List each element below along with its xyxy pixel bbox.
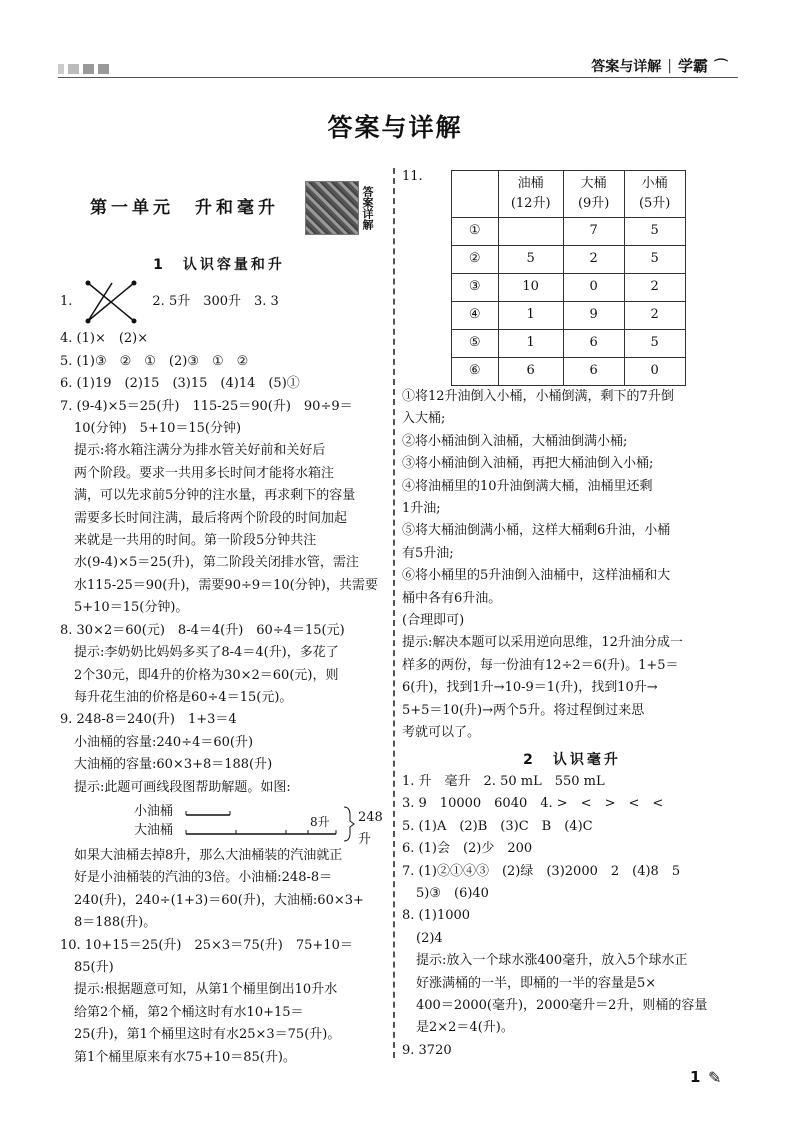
step-2: ②将小桶油倒入油桶，大桶油倒满小桶; (402, 433, 628, 449)
ml-answer-6: 6. (1)会 (2)少 200 (402, 841, 533, 857)
table-row: ④ 1 9 2 (451, 302, 685, 330)
header-decoration (58, 64, 109, 74)
page-title: 答案与详解 (327, 113, 463, 142)
unit-header (60, 166, 378, 250)
step-1: ①将12升油倒入小桶，小桶倒满，剩下的7升倒 (402, 389, 674, 404)
step-5: ⑤将大桶油倒满小桶，这样大桶剩6升油，小桶 (402, 523, 671, 539)
hint-10: 提示:根据题意可知，从第1个桶里倒出10升水 (74, 982, 338, 998)
ml-answer-7: 7. (1)②①④③ (2)绿 (3)2000 2 (4)8 5 (402, 863, 681, 879)
question-11: 11. 油桶 (12升) 大桶 (9升) 小桶 (5升) ① 7 5 ② 5 2 5 ③ 10 0 2 ④ 1 9 2 ⑤ 1 6 5 ⑥ 6 6 0 (402, 166, 742, 386)
section-title-2: 2 认识毫升 (523, 751, 621, 768)
step-4: ④将油桶里的10升油倒满大桶，油桶里还剩 (402, 478, 653, 494)
ml-answer-1: 1. 升 毫升 2. 50 mL 550 mL (402, 773, 605, 789)
answer-6: 6. (1)19 (2)15 (3)15 (4)14 (5)① (60, 376, 300, 392)
left-column: 第一单元 升和毫升 答案详解 1 认识容量和升 1. 2. 5升 300升 3. 3 4. (1)× (2)× 5. (1)③ ② ① (2)③ ① ② 6. (1)19 (2)15 (3)15 (4)14 (5)① 7. (9-4)×5＝25(升) 115-25＝90(升) 90÷9＝ 10(分钟) 5+10＝15(分钟) 提示:将水箱注满分为排水管关好前和关好后 两个阶段。要求一共用多长时间才能将水箱注 满，可以先求前5分钟的注水量，再求剩下的容量 需要多长时间注满，最后将两个阶段的时间加起 来就是一共用的时间。第一阶段5分钟共注 水(9-4)×5＝25(升)，第二阶段关闭排水管，需注 水115-25＝90(升)，需要90÷9＝10(分钟)，共需要 5+10＝15(分钟)。 8. 30×2＝60(元) 8-4＝4(升) 60÷4＝15(元) 提示:李奶奶比妈妈多买了8-4＝4(升)，多花了 2个30元，即4升的价格为30×2＝60(元)，则 每升花生油的价格是60÷4＝15(元)。 9. 248-8＝240(升) 1+3＝4 小油桶的容量:240÷4＝60(升) 大油桶的容量:60×3+8＝188(升) 提示:此题可画线段图帮助解题。如图: 小油桶 大油桶 8升 248升 如果大油桶去掉8升，那么大油桶装的汽油就正 好是小油桶装的汽油的3倍。小油桶:248-8＝ 240(升)，240÷(1+3)＝60(升)，大油桶:60×3+ 8＝188(升)。 10. 10+15＝25(升) 25×3＝75(升) 75+10＝ 85(升) 提示:根据题意可知，从第1个桶里倒出10升水 给第2个桶，第2个桶这时有水10+15＝ 25(升)，第1个桶里这时有水25×3＝75(升)。 第1个桶里原来有水75+10＝85(升)。 (60, 166, 378, 1069)
ml-answer-9: 9. 3720 (402, 1042, 452, 1058)
hint-11: 提示:解决本题可以采用逆向思维，12升油分成一 (402, 635, 683, 651)
table-header-row: 油桶 (12升) 大桶 (9升) 小桶 (5升) (451, 171, 685, 218)
answer-4: 4. (1)× (2)× (60, 331, 149, 347)
matching-lines (72, 277, 152, 327)
ml-answer-5: 5. (1)A (2)B (3)C B (4)C (402, 818, 593, 834)
ml-hint-8: 提示:放入一个球水涨400毫升，放入5个球水正 (416, 953, 688, 969)
step-3: ③将小桶油倒入油桶，再把大桶油倒入小桶; (402, 456, 654, 472)
hint-9: 提示:此题可画线段图帮助解题。如图: (74, 779, 291, 795)
note: (合理即可) (402, 613, 465, 629)
page-number: 1 (690, 1068, 701, 1086)
section-title-1: 1 认识容量和升 (153, 257, 285, 273)
table-row: ⑤ 1 6 5 (451, 330, 685, 358)
header-brand: 学霸 (677, 57, 708, 75)
hint-7: 提示:将水箱注满分为排水管关好前和关好后 (74, 443, 326, 459)
dolphin-icon: ⌒ (714, 58, 728, 75)
pencil-icon: ✎ (708, 1068, 722, 1087)
qr-caption: 答案详解 (361, 186, 374, 230)
unit-title: 第一单元 升和毫升 (90, 197, 279, 218)
question-1: 1. 2. 5升 300升 3. 3 (60, 276, 378, 328)
answer-8: 8. 30×2＝60(元) 8-4＝4(升) 60÷4＝15(元) (60, 622, 345, 638)
answer-5: 5. (1)③ ② ① (2)③ ① ② (60, 353, 249, 369)
table-row: ② 5 2 5 (451, 246, 685, 274)
oil-table (451, 170, 686, 386)
answer-9: 9. 248-8＝240(升) 1+3＝4 (60, 712, 237, 728)
right-column: 11. 油桶 (12升) 大桶 (9升) 小桶 (5升) ① 7 5 ② 5 2 5 ③ 10 0 2 ④ 1 9 2 ⑤ 1 6 5 ⑥ 6 6 0 ①将12升油倒入小桶，小桶倒满，剩下的7升倒 入大桶; ②将小桶油倒入油桶，大桶油倒满小桶; ③将小桶油倒入油桶，再把大桶油倒入小桶; ④将油桶里的10升油倒满大桶，油桶里还剩 1升油; ⑤将大桶油倒满小桶，这样大桶剩6升油，小桶 有5升油; ⑥将小桶里的5升油倒入油桶中，这样油桶和大 桶中各有6升油。 (合理即可) 提示:解决本题可以采用逆向思维，12升油分成一 样多的两份，每一份油有12÷2＝6(升)。1+5＝ 6(升)，找到1升→10-9＝1(升)，找到10升→ 5+5＝10(升)→两个5升。将过程倒过来思 考就可以了。 2 认识毫升 1. 升 毫升 2. 50 mL 550 mL 3. 9 10000 6040 4. > < > < < 5. (1)A (2)B (3)C B (4)C 6. (1)会 (2)少 200 7. (1)②①④③ (2)绿 (3)2000 2 (4)8 5 5)③ (6)40 8. (1)1000 (2)4 提示:放入一个球水涨400毫升，放入5个球水正 好涨满桶的一半，即桶的一半的容量是5× 400＝2000(毫升)，2000毫升＝2升，则桶的容量 是2×2＝4(升)。 9. 3720 (402, 166, 742, 1062)
answer-7: 7. (9-4)×5＝25(升) 115-25＝90(升) 90÷9＝ (60, 398, 353, 414)
header-section: 答案与详解 (591, 58, 662, 75)
table-row: ③ 10 0 2 (451, 274, 685, 302)
table-row: ⑥ 6 6 0 (451, 358, 685, 386)
ml-answer-3: 3. 9 10000 6040 4. > < > < < (402, 796, 664, 812)
step-6: ⑥将小桶里的5升油倒入油桶中，这样油桶和大 (402, 568, 671, 584)
segment-diagram: 小油桶 大油桶 8升 248升 (134, 803, 383, 848)
qr-code[interactable] (305, 181, 359, 235)
header-rule (58, 77, 738, 78)
header: 答案与详解 | 学霸 ⌒ (591, 57, 728, 75)
table-row: ① 7 5 (451, 218, 685, 246)
hint-8: 提示:李奶奶比妈妈多买了8-4＝4(升)，多花了 (74, 645, 339, 661)
column-divider (393, 168, 395, 1058)
answer-10: 10. 10+15＝25(升) 25×3＝75(升) 75+10＝ (60, 937, 353, 953)
ml-answer-8: 8. (1)1000 (402, 908, 471, 924)
